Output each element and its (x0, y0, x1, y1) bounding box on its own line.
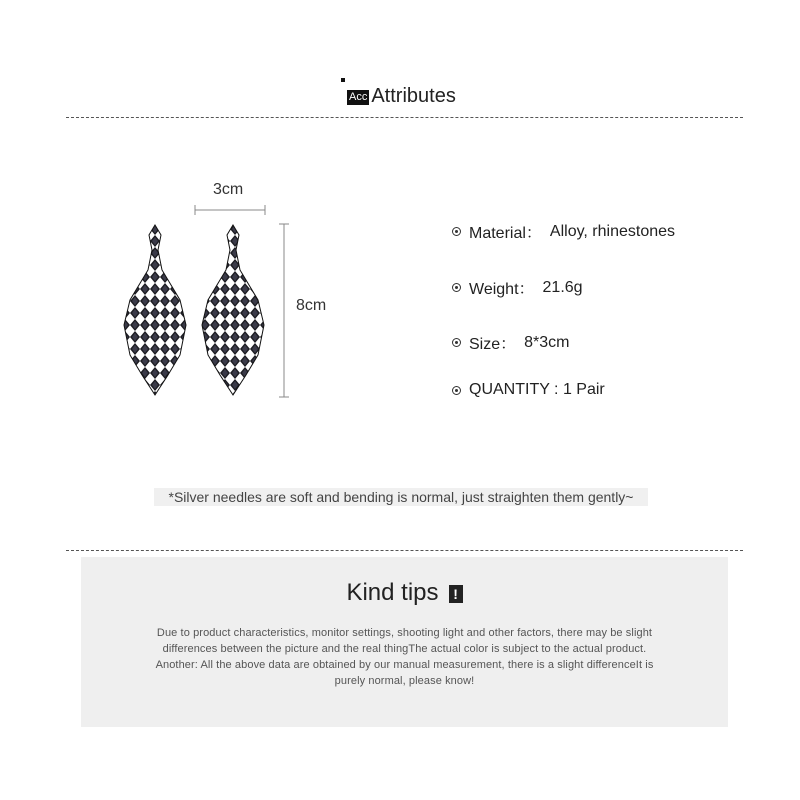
tips-line: Due to product characteristics, monitor settings, shooting light and other factors, there may be slight (156, 627, 653, 639)
width-label: 3cm (213, 181, 244, 198)
product-image-area (100, 175, 340, 415)
exclamation-icon: ! (449, 585, 463, 603)
kind-tips-panel (81, 557, 728, 727)
kind-tips-header (81, 579, 728, 607)
spec-value: 21.6g (542, 278, 583, 296)
bullet-icon (452, 386, 461, 395)
spec-label: Material： (469, 225, 542, 242)
spec-weight (452, 276, 583, 299)
bullet-icon (452, 338, 461, 347)
tips-line: differences between the picture and the real thingThe actual color is subject to the actual product. (162, 643, 647, 655)
spec-material (452, 220, 675, 243)
middle-divider (66, 550, 743, 551)
attributes-header (340, 78, 456, 108)
spec-value: Alloy, rhinestones (549, 222, 676, 240)
kind-tips-text (111, 625, 698, 689)
header-dot-decoration (341, 78, 345, 82)
kind-tips-title: Kind tips (346, 579, 439, 606)
spec-label: Size： (469, 336, 517, 353)
right-earring (202, 225, 264, 395)
care-note: *Silver needles are soft and bending is normal, just straighten them gently~ (154, 488, 648, 506)
spec-value: 8*3cm (524, 333, 570, 351)
earrings-image (100, 175, 340, 415)
height-label: 8cm (296, 297, 327, 314)
header-badge: Acc (349, 91, 368, 103)
bullet-icon (452, 283, 461, 292)
spec-quantity (452, 381, 605, 399)
spec-size (452, 331, 570, 354)
top-divider (66, 117, 743, 118)
tips-line: purely normal, please know! (334, 675, 475, 687)
spec-label: Weight： (469, 281, 535, 298)
section-title: Attributes (371, 85, 456, 107)
bullet-icon (452, 227, 461, 236)
tips-line: Another: All the above data are obtained by our manual measurement, there is a slight differenceIt is (155, 659, 654, 671)
spec-label: QUANTITY : 1 Pair (469, 381, 605, 398)
left-earring (124, 225, 186, 395)
